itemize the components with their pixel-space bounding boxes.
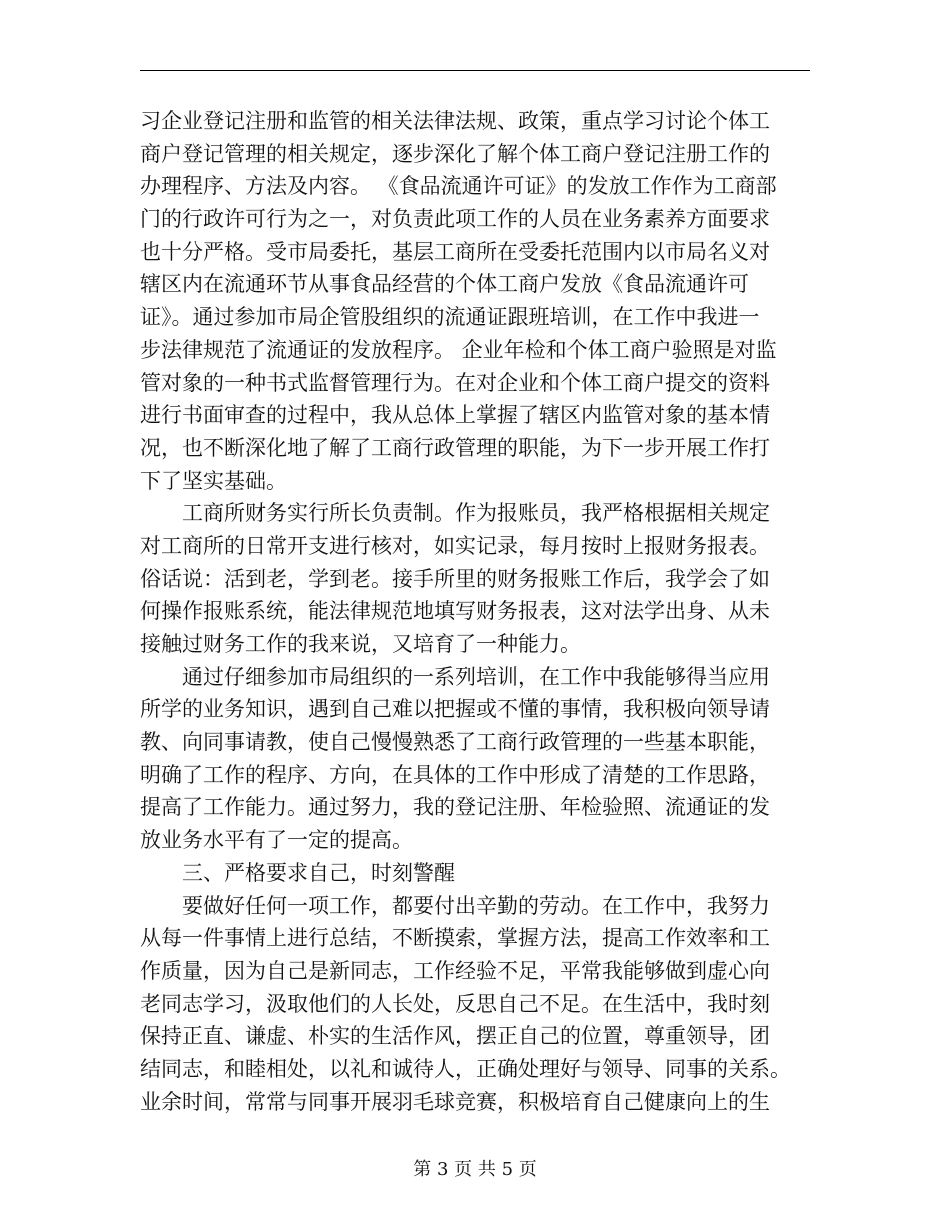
- header-rule: [140, 70, 810, 71]
- text-line: 况，也不断深化地了解了工商行政管理的职能，为下一步开展工作打: [140, 435, 770, 460]
- text-line: 保持正直、谦虚、朴实的生活作风，摆正自己的位置，尊重领导，团: [140, 1024, 770, 1049]
- text-line: 俗话说：活到老，学到老。接手所里的财务报账工作后，我学会了如: [140, 566, 770, 591]
- text-line: 三、严格要求自己，时刻警醒: [140, 860, 455, 885]
- text-line: 工商所财务实行所长负责制。作为报账员，我严格根据相关规定: [140, 501, 770, 526]
- text-line: 业余时间，常常与同事开展羽毛球竞赛，积极培育自己健康向上的生: [140, 1089, 770, 1114]
- text-line: 明确了工作的程序、方向，在具体的工作中形成了清楚的工作思路，: [140, 762, 770, 787]
- text-line: 习企业登记注册和监管的相关法律法规、政策，重点学习讨论个体工: [140, 109, 770, 133]
- text-line: 何操作报账系统，能法律规范地填写财务报表，这对法学出身、从未: [140, 599, 770, 624]
- text-line: 对工商所的日常开支进行核对，如实记录，每月按时上报财务报表。: [140, 533, 770, 558]
- text-line: 证》。通过参加市局企管股组织的流通证跟班培训，在工作中我进一: [140, 305, 760, 330]
- text-line: 结同志，和睦相处，以礼和诚待人，正确处理好与领导、同事的关系。: [140, 1056, 791, 1081]
- text-line: 管对象的一种书式监督管理行为。在对企业和个体工商户提交的资料: [140, 370, 770, 395]
- text-line: 从每一件事情上进行总结，不断摸索，掌握方法，提高工作效率和工: [140, 926, 770, 951]
- text-line: 要做好任何一项工作，都要付出辛勤的劳动。在工作中，我努力: [140, 893, 770, 918]
- text-line: 进行书面审查的过程中，我从总体上掌握了辖区内监管对象的基本情: [140, 403, 770, 428]
- text-line: 办理程序、方法及内容。 《食品流通许可证》的发放工作作为工商部: [140, 174, 777, 199]
- text-line: 老同志学习，汲取他们的人长处，反思自己不足。在生活中，我时刻: [140, 991, 770, 1016]
- text-line: 商户登记管理的相关规定，逐步深化了解个体工商户登记注册工作的: [140, 141, 770, 166]
- text-line: 放业务水平有了一定的提高。: [140, 828, 413, 853]
- text-line: 步法律规范了流通证的发放程序。 企业年检和个体工商户验照是对监: [140, 337, 777, 362]
- text-line: 也十分严格。受市局委托，基层工商所在受委托范围内以市局名义对: [140, 239, 770, 264]
- text-line: 作质量，因为自己是新同志，工作经验不足，平常我能够做到虚心向: [140, 958, 770, 983]
- text-line: 提高了工作能力。通过努力，我的登记注册、年检验照、流通证的发: [140, 795, 770, 820]
- text-line: 接触过财务工作的我来说，又培育了一种能力。: [140, 632, 581, 656]
- text-line: 通过仔细参加市局组织的一系列培训，在工作中我能够得当应用: [140, 664, 770, 689]
- text-line: 教、向同事请教，使自己慢慢熟悉了工商行政管理的一些基本职能，: [140, 730, 770, 755]
- text-line: 下了坚实基础。: [140, 468, 287, 493]
- page-footer: 第 3 页 共 5 页: [413, 1159, 537, 1180]
- text-line: 门的行政许可行为之一，对负责此项工作的人员在业务素养方面要求: [140, 207, 770, 232]
- document-body: [140, 105, 815, 1118]
- text-line: 所学的业务知识，遇到自己难以把握或不懂的事情，我积极向领导请: [140, 697, 770, 722]
- text-line: 辖区内在流通环节从事食品经营的个体工商户发放《食品流通许可: [140, 272, 749, 297]
